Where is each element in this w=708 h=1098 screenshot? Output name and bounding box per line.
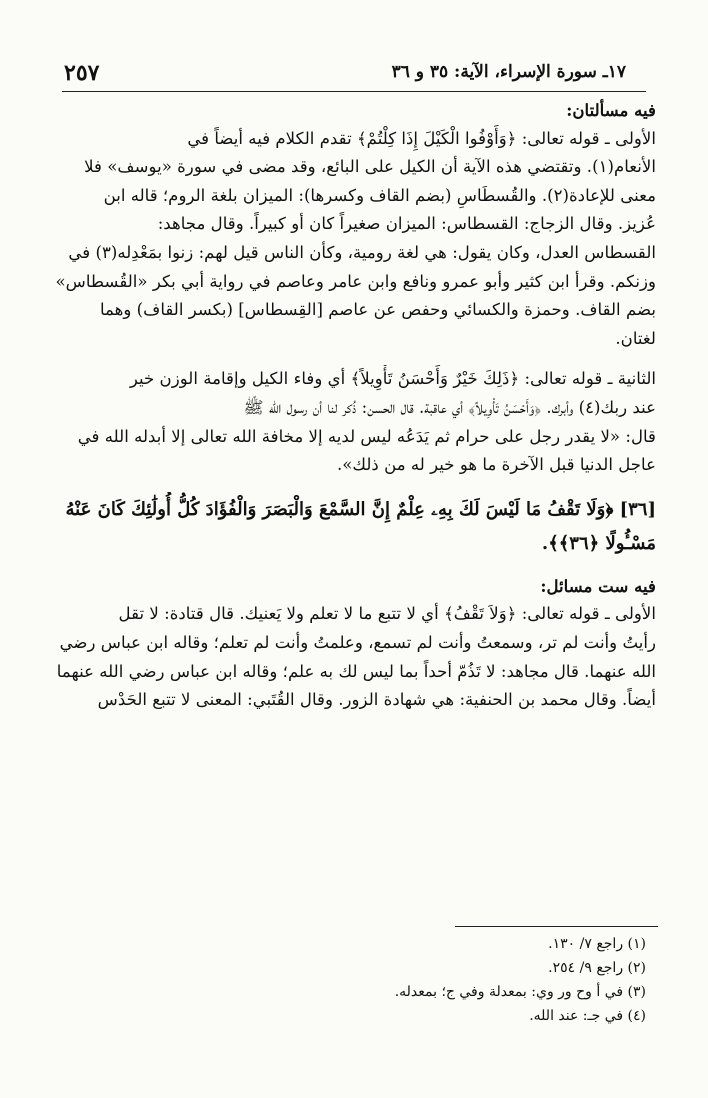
paragraph-gap xyxy=(52,560,656,572)
text-line: عند ربك(٤) وأبرك. ﴿وَأَحْسَنُ تَأْوِيلاً﴾ أي عاقبة. قال الحسن: ذُكر لنا أن رسول الله ﷺ xyxy=(243,397,656,417)
running-title: ١٧ـ سورة الإسراء، الآية: ٣٥ و ٣٦ xyxy=(391,62,626,82)
text-line: معنى للإعادة(٢). والقُسطَاسِ (بضم القاف وكسرها): الميزان بلغة الروم؛ قاله ابن xyxy=(103,185,656,205)
text-line: الأولى ـ قوله تعالى: ﴿وَلاَ تَقْفُ﴾ أي لا تتبع ما لا تعلم ولا يَعنيك. قال قتادة: لا تقل xyxy=(118,604,656,624)
text-line: وزنكم. وقرأ ابن كثير وأبو عمرو ونافع وابن عامر وعاصم في رواية أبي بكر «القُسطاس» xyxy=(55,271,656,291)
footnote: (١) راجع ٧/ ١٣٠. xyxy=(548,936,646,952)
quran-verse-line: مَسْـُٔولًا ﴿٣٦﴾﴾. xyxy=(541,532,656,554)
body-text xyxy=(52,96,656,715)
text-line: القسطاس العدل، وكان يقول: هي لغة رومية، وكأن الناس قيل لهم: زنوا بمَعْدِله(٣) في xyxy=(68,242,656,262)
footnotes xyxy=(52,932,646,1028)
section-heading: فيه مسألتان: xyxy=(566,100,656,120)
text-line: قال: «لا يقدر رجل على حرام ثم يَدَعُه ليس لديه إلا مخافة الله تعالى إلا أبدله الله في xyxy=(77,426,656,446)
text-line: عاجل الدنيا قبل الآخرة ما هو خير له من ذلك». xyxy=(336,455,656,475)
header-rule xyxy=(62,91,646,92)
text-line: لغتان. xyxy=(615,328,656,348)
quran-verse-line: [٣٦] ﴿وَلَا تَقْفُ مَا لَيْسَ لَكَ بِهِۦ عِلْمٌ إِنَّ السَّمْعَ وَالْبَصَرَ وَالْفُؤَادَ كُلُّ أُولَٰئِكَ كَانَ عَنْهُ xyxy=(65,498,656,520)
text-line: بضم القاف. وحمزة والكسائي وحفص عن عاصم [القِسطاس] (بكسر القاف) وهما xyxy=(99,300,656,320)
paragraph-gap xyxy=(52,480,656,492)
page-number: ٢٥٧ xyxy=(64,60,100,86)
text-line: أيضاً. وقال محمد بن الحنفية: هي شهادة الزور. وقال القُتَبي: المعنى لا تتبع الحَدْس xyxy=(97,690,656,710)
text-line: الأولى ـ قوله تعالى: ﴿وَأَوْفُوا الْكَيْلَ إِذَا كِلْتُمْ﴾ تقدم الكلام فيه أيضاً في xyxy=(187,128,656,148)
footnote-separator xyxy=(455,926,658,927)
page-header xyxy=(62,58,646,92)
text-line: عُزيز. وقال الزجاج: القسطاس: الميزان صغيراً كان أو كبيراً. وقال مجاهد: xyxy=(157,214,656,234)
paragraph-gap xyxy=(52,353,656,365)
text-line: الأنعام(١). وتقتضي هذه الآية أن الكيل على البائع، وقد مضى في سورة «يوسف» فلا xyxy=(84,157,656,177)
footnote: (٣) في أ وح ور وي: بمعدلة وفي ج؛ بمعدله. xyxy=(394,984,646,1000)
text-line: رأيتُ وأنت لم تر، وسمعتُ وأنت لم تسمع، وعلمتُ وأنت لم تعلم؛ وقاله ابن عباس رضي xyxy=(59,632,656,652)
footnote: (٢) راجع ٩/ ٢٥٤. xyxy=(548,960,646,976)
footnote: (٤) في جـ: عند الله. xyxy=(529,1008,646,1024)
section-heading: فيه ست مسائل: xyxy=(540,575,656,596)
text-line: الثانية ـ قوله تعالى: ﴿ذَلِكَ خَيْرٌ وَأَحْسَنُ تَأْوِيلاً﴾ أي وفاء الكيل وإقامة الوزن خير xyxy=(129,369,656,389)
text-line: الله عنهما. قال مجاهد: لا تَذُمّ أحداً بما ليس لك به علم؛ وقاله ابن عباس رضي الله عنهما xyxy=(56,661,656,681)
